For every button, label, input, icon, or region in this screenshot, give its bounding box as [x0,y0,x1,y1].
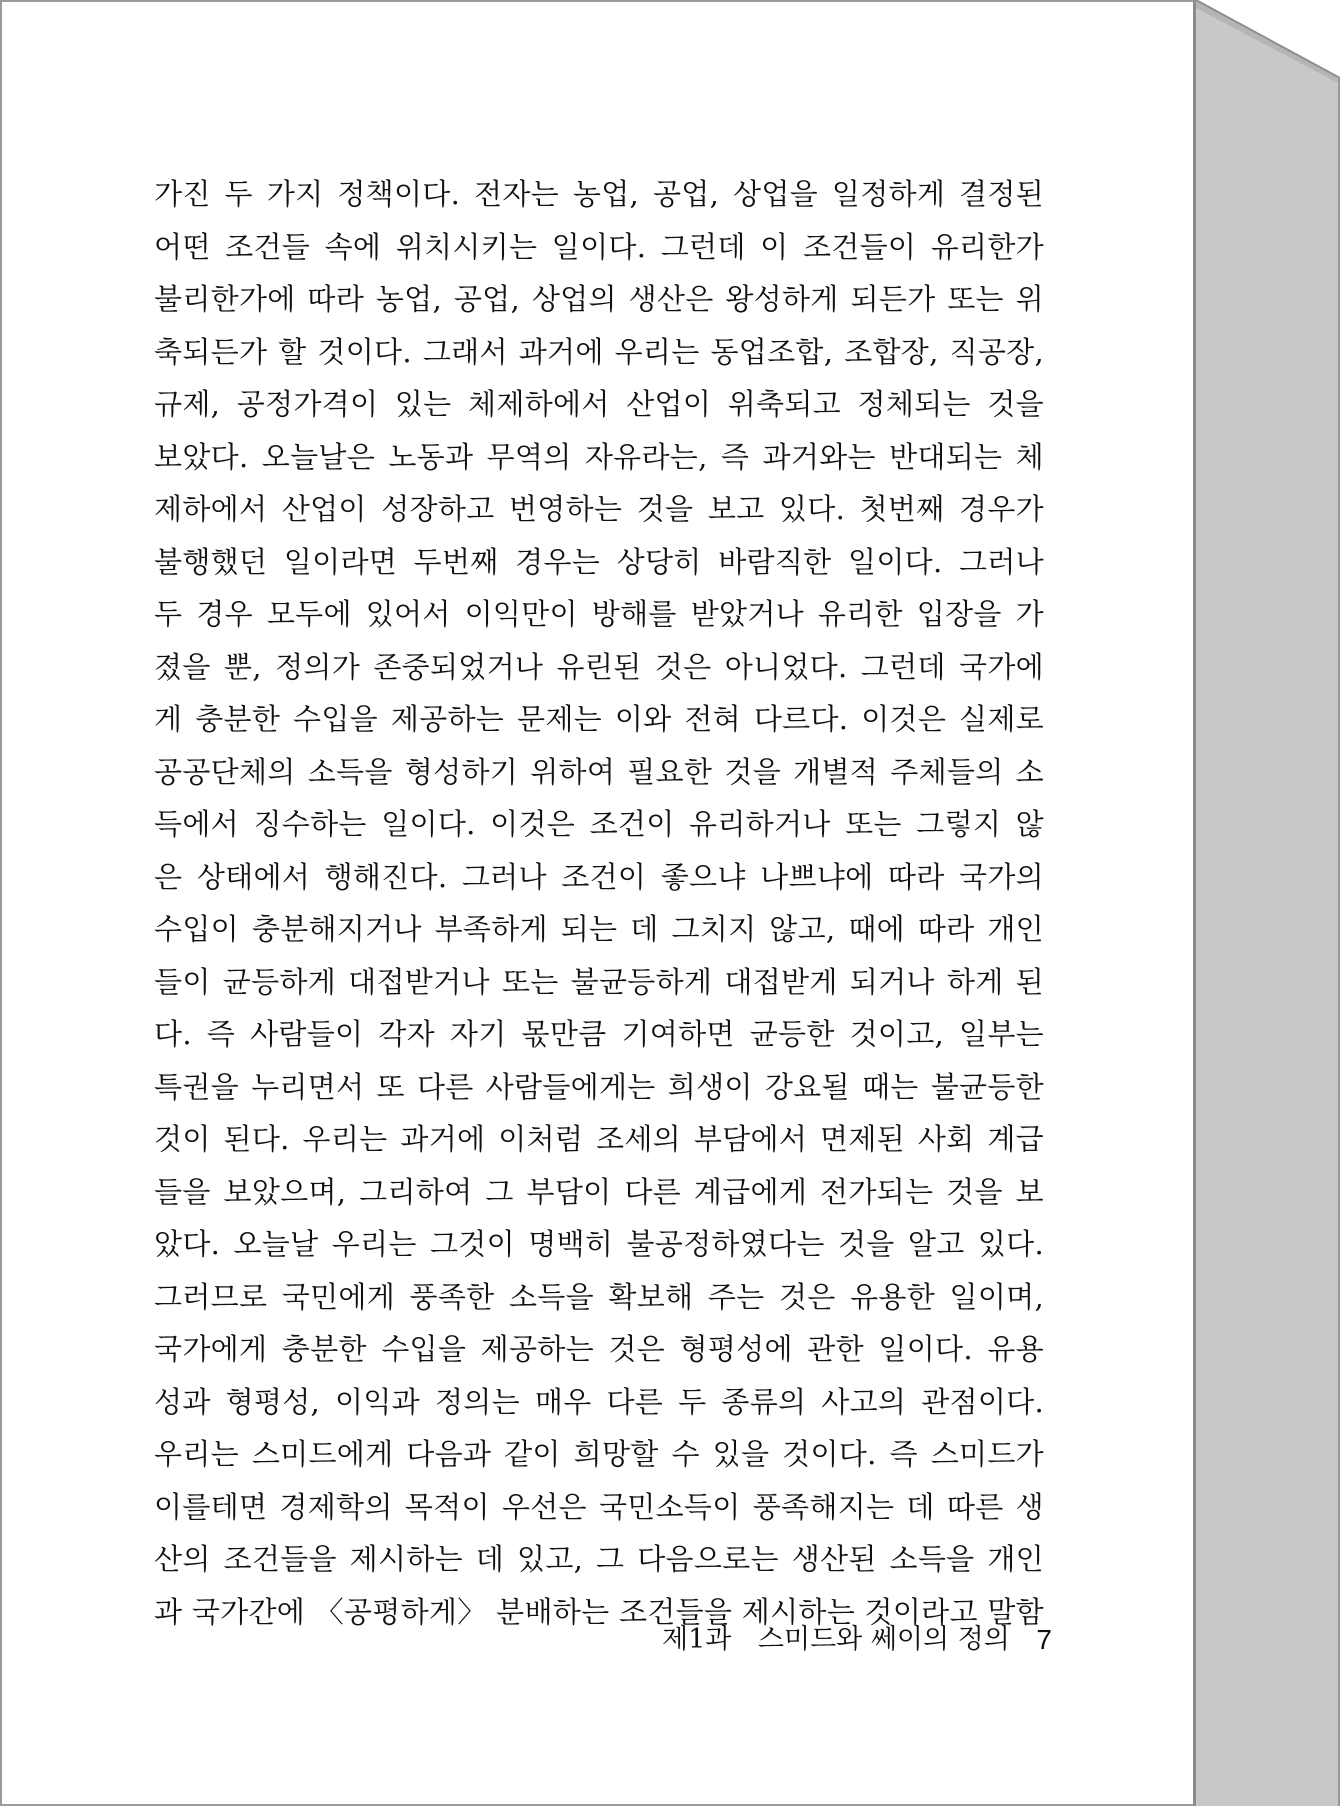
text-line: 은 상태에서 행해진다. 그러나 조건이 좋으냐 나쁘냐에 따라 국가의 [154,859,1044,894]
body-text [154,168,1044,1638]
book-side-edge [1196,0,1340,1806]
text-line: 제하에서 산업이 성장하고 번영하는 것을 보고 있다. 첫번째 경우가 [154,492,1044,526]
text-line: 보았다. 오늘날은 노동과 무역의 자유라는, 즉 과거와는 반대되는 체 [154,439,1044,474]
text-line: 우리는 스미드에게 다음과 같이 희망할 수 있을 것이다. 즉 스미드가 [154,1437,1044,1471]
running-footer [662,1620,1052,1660]
text-line: 국가에게 충분한 수입을 제공하는 것은 형평성에 관한 일이다. 유용 [154,1332,1044,1366]
text-line: 졌을 뿐, 정의가 존중되었거나 유린된 것은 아니었다. 그런데 국가에 [154,649,1044,684]
text-line: 그러므로 국민에게 풍족한 소득을 확보해 주는 것은 유용한 일이며, [154,1279,1044,1314]
text-line: 불리한가에 따라 농업, 공업, 상업의 생산은 왕성하게 되든가 또는 위 [154,282,1044,316]
text-line: 축되든가 할 것이다. 그래서 과거에 우리는 동업조합, 조합장, 직공장, [154,334,1044,369]
text-line: 다. 즉 사람들이 각자 자기 몫만큼 기여하면 균등한 것이고, 일부는 [154,1017,1044,1051]
text-line: 수입이 충분해지거나 부족하게 되는 데 그치지 않고, 때에 따라 개인 [154,912,1044,946]
text-line: 가진 두 가지 정책이다. 전자는 농업, 공업, 상업을 일정하게 결정된 [154,177,1044,211]
text-line: 성과 형평성, 이익과 정의는 매우 다른 두 종류의 사고의 관점이다. [154,1384,1044,1419]
text-line: 이를테면 경제학의 목적이 우선은 국민소득이 풍족해지는 데 따른 생 [154,1489,1044,1524]
text-line: 았다. 오늘날 우리는 그것이 명백히 불공정하였다는 것을 알고 있다. [154,1227,1044,1261]
text-line: 공공단체의 소득을 형성하기 위하여 필요한 것을 개별적 주체들의 소 [154,754,1044,789]
text-line: 득에서 징수하는 일이다. 이것은 조건이 유리하거나 또는 그렇지 않 [154,807,1044,841]
text-line: 들이 균등하게 대접받거나 또는 불균등하게 대접받게 되거나 하게 된 [154,964,1044,999]
text-line: 산의 조건들을 제시하는 데 있고, 그 다음으로는 생산된 소득을 개인 [154,1542,1044,1576]
chapter-title: 스미드와 쎄이의 정의 [757,1624,1010,1655]
text-line: 불행했던 일이라면 두번째 경우는 상당히 바람직한 일이다. 그러나 [154,544,1044,579]
text-line: 게 충분한 수입을 제공하는 문제는 이와 전혀 다르다. 이것은 실제로 [154,702,1044,736]
text-line: 특권을 누리면서 또 다른 사람들에게는 희생이 강요될 때는 불균등한 [154,1069,1044,1104]
text-line: 두 경우 모두에 있어서 이익만이 방해를 받았거나 유리한 입장을 가 [154,597,1044,631]
text-line: 규제, 공정가격이 있는 체제하에서 산업이 위축되고 정체되는 것을 [154,387,1044,421]
text-line: 것이 된다. 우리는 과거에 이처럼 조세의 부담에서 면제된 사회 계급 [154,1122,1044,1156]
text-line: 어떤 조건들 속에 위치시키는 일이다. 그런데 이 조건들이 유리한가 [154,229,1044,264]
text-line: 들을 보았으며, 그리하여 그 부담이 다른 계급에게 전가되는 것을 보 [154,1174,1044,1209]
chapter-label: 제1과 [662,1624,732,1655]
page-number: 7 [1036,1624,1052,1655]
text-line: 과 국가간에 〈공평하게〉 분배하는 조건들을 제시하는 것이라고 말함 [154,1594,1044,1629]
